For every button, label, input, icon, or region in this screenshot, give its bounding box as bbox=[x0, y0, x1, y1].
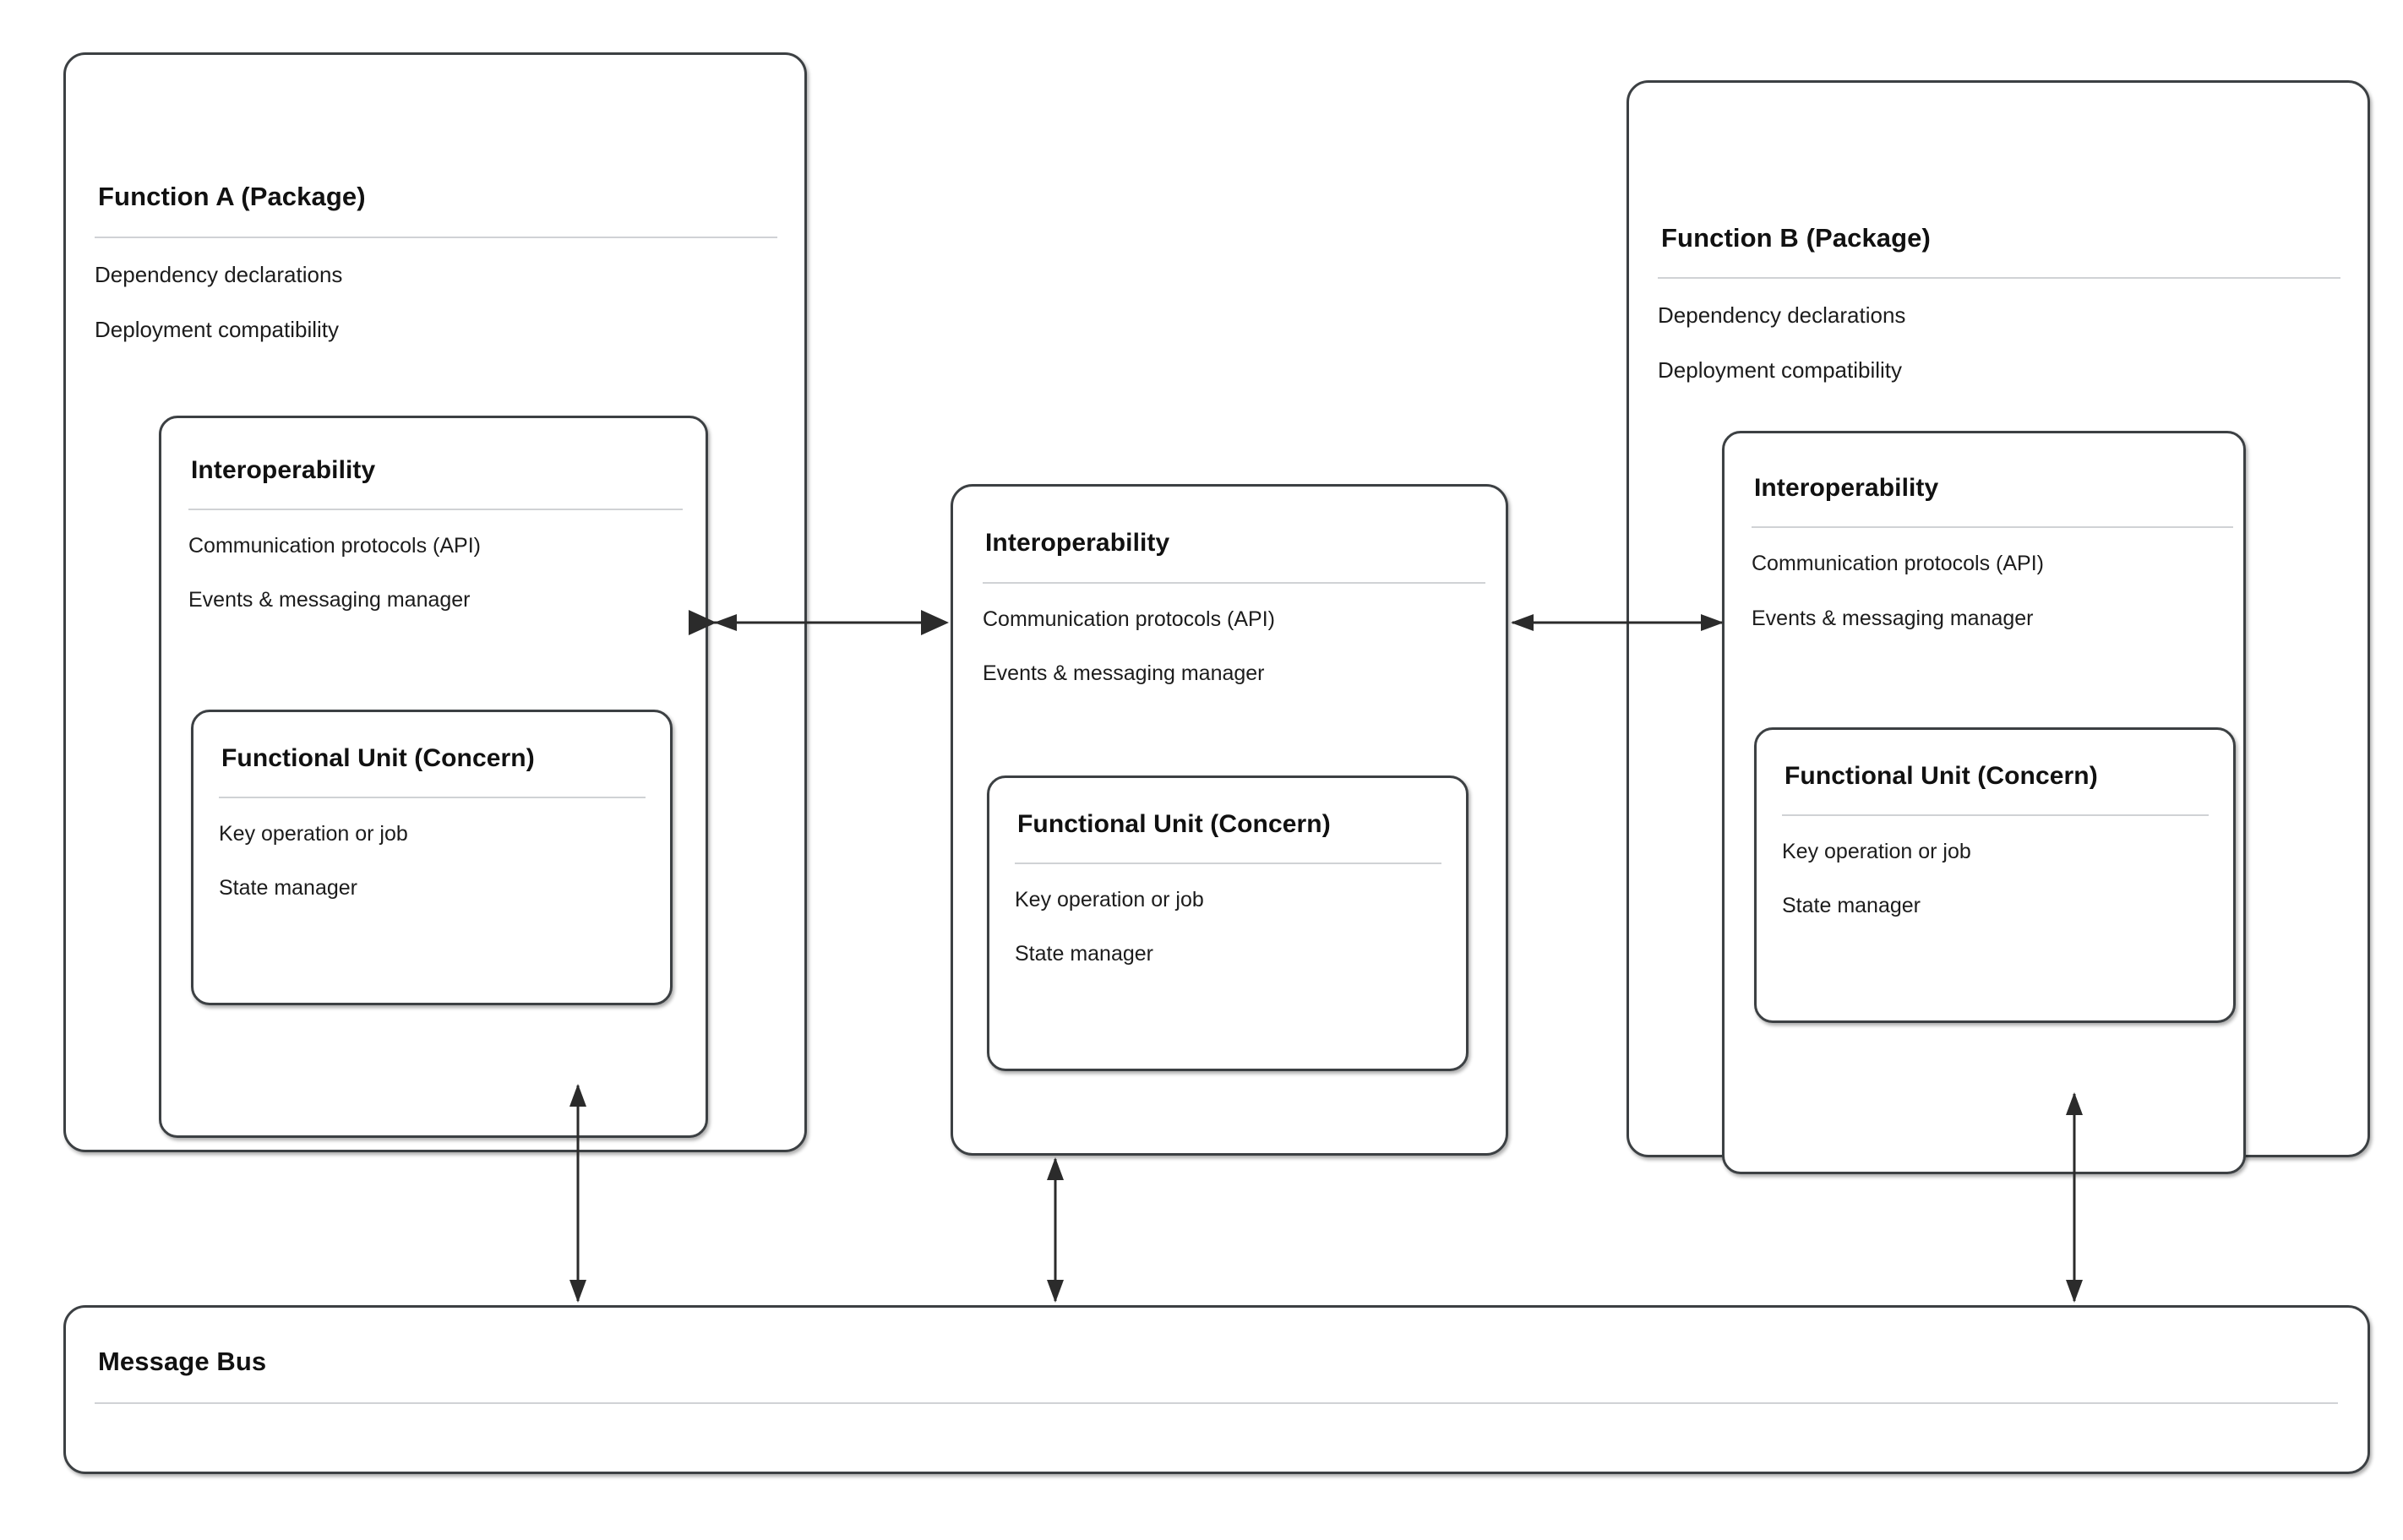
functional-unit-b-item-1: State manager bbox=[1782, 894, 1921, 917]
package-function-b-title: Function B (Package) bbox=[1661, 223, 1931, 253]
functional-unit-a-item-0: Key operation or job bbox=[219, 822, 408, 846]
center-interoperability-title: Interoperability bbox=[985, 529, 1170, 557]
interoperability-b-title: Interoperability bbox=[1754, 474, 1939, 502]
functional-unit-b-item-0: Key operation or job bbox=[1782, 840, 1971, 863]
arrow-function-b-to-message-bus bbox=[2066, 1092, 2083, 1303]
center-interoperability-item-1: Events & messaging manager bbox=[983, 661, 1265, 685]
center-interoperability-item-0: Communication protocols (API) bbox=[983, 607, 1275, 631]
message-bus-title: Message Bus bbox=[98, 1347, 267, 1376]
package-function-a-title: Function A (Package) bbox=[98, 182, 366, 211]
functional-unit-b-title: Functional Unit (Concern) bbox=[1785, 762, 2098, 790]
interoperability-a-title: Interoperability bbox=[191, 456, 376, 484]
functional-unit-a-item-1: State manager bbox=[219, 876, 357, 900]
package-function-a-item-0: Dependency declarations bbox=[95, 262, 343, 287]
package-function-b-item-1: Deployment compatibility bbox=[1658, 357, 1903, 383]
package-function-a-item-1: Deployment compatibility bbox=[95, 317, 340, 342]
interoperability-a-item-0: Communication protocols (API) bbox=[188, 534, 481, 558]
arrow-center-to-function-b bbox=[1511, 614, 1724, 631]
functional-unit-center-item-1: State manager bbox=[1015, 942, 1153, 966]
functional-unit-center-title: Functional Unit (Concern) bbox=[1017, 810, 1331, 838]
arrow-center-to-message-bus bbox=[1047, 1157, 1064, 1303]
interoperability-b-item-0: Communication protocols (API) bbox=[1752, 552, 2044, 575]
package-function-b-item-0: Dependency declarations bbox=[1658, 302, 1906, 328]
interoperability-b-item-1: Events & messaging manager bbox=[1752, 607, 2034, 630]
functional-unit-a-title: Functional Unit (Concern) bbox=[221, 744, 535, 772]
arrow-function-a-to-center bbox=[714, 614, 948, 631]
arrow-function-a-to-message-bus bbox=[569, 1084, 586, 1303]
functional-unit-center-item-0: Key operation or job bbox=[1015, 888, 1204, 911]
interoperability-a-item-1: Events & messaging manager bbox=[188, 588, 471, 612]
